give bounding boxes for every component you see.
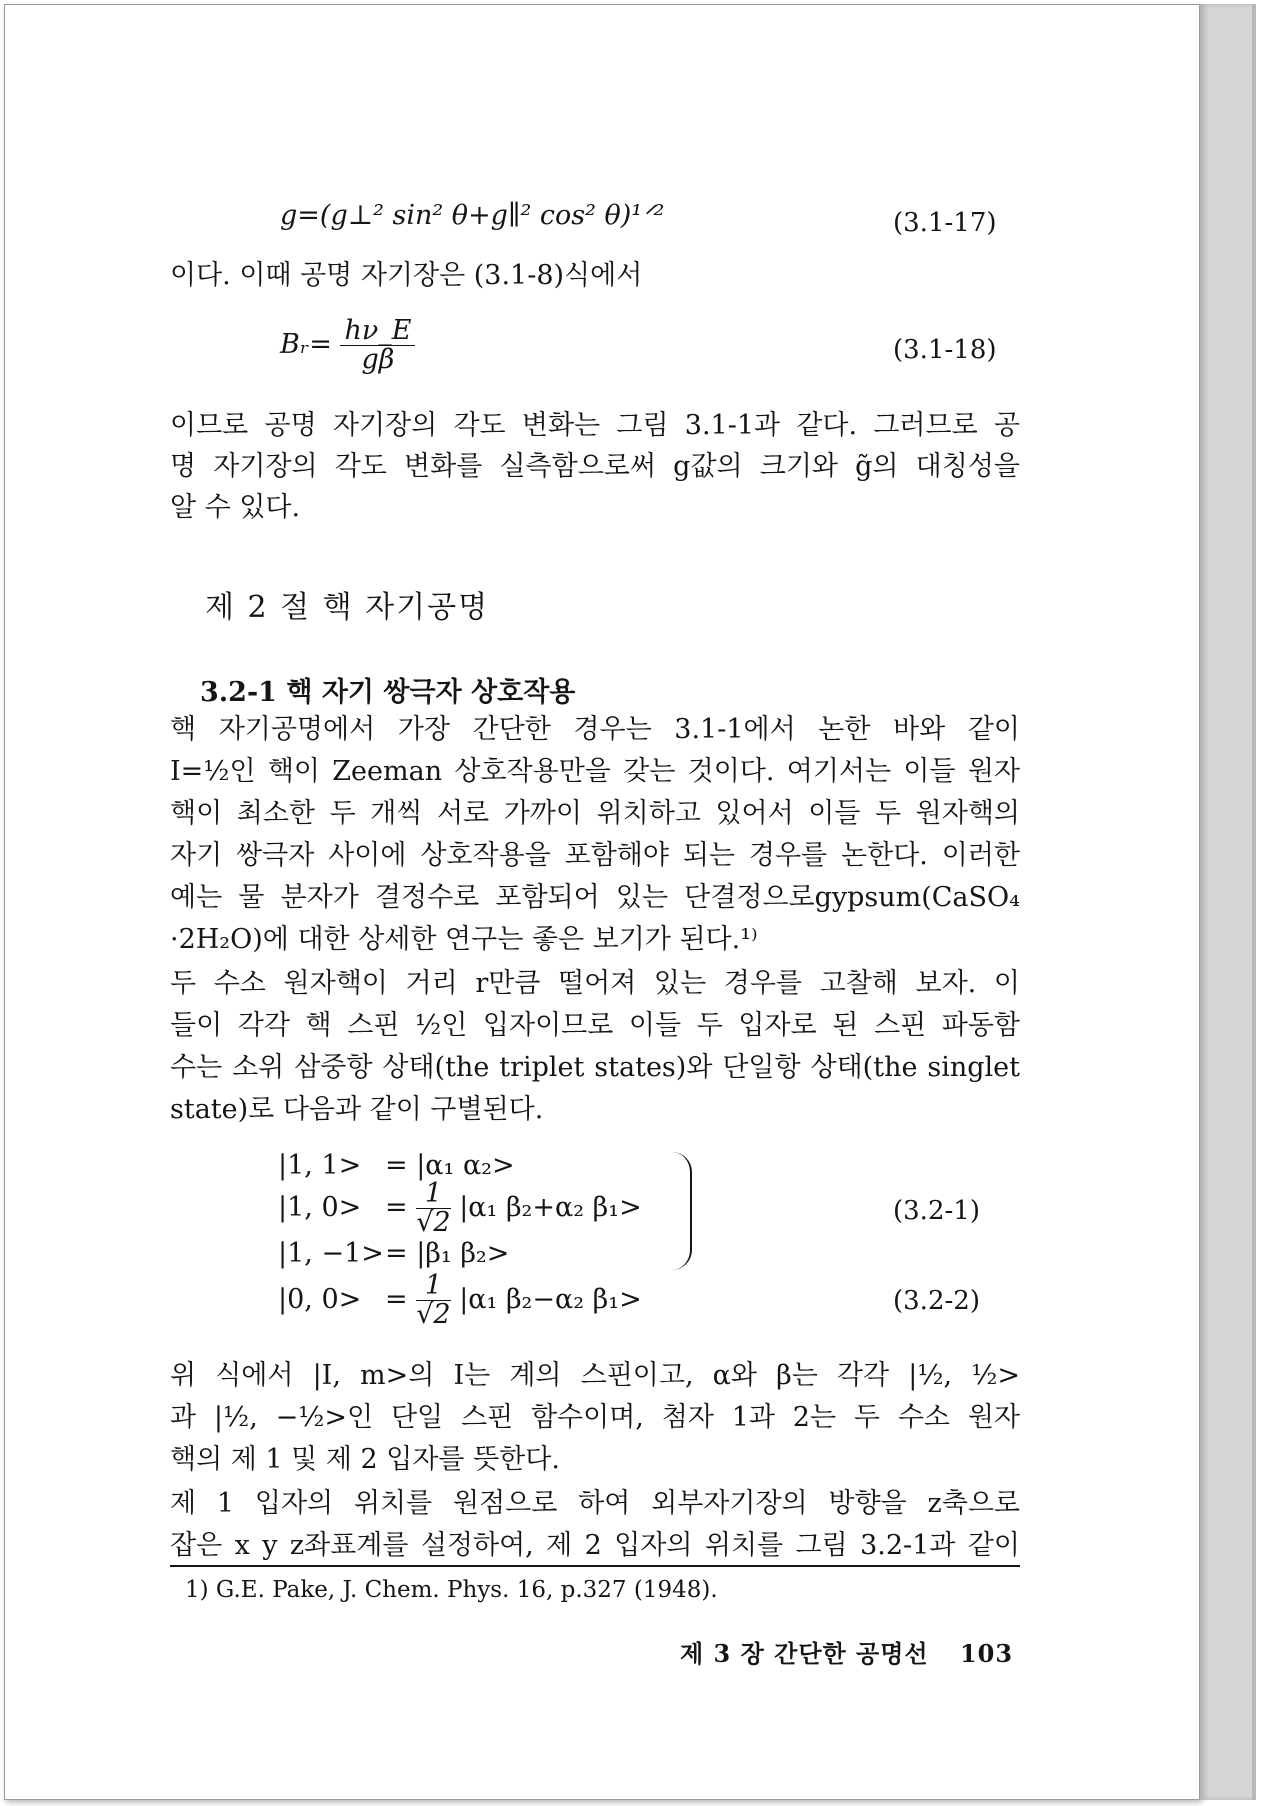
paragraph-1-line: 이므로 공명 자기장의 각도 변화는 그림 3.1-1과 같다. 그러므로 공 bbox=[170, 410, 1020, 441]
spin-state-rhs: = |β₁ β₂> bbox=[385, 1238, 510, 1269]
paragraph-2-line: I=½인 핵이 Zeeman 상호작용만을 갖는 것이다. 여기서는 이들 원자 bbox=[170, 756, 1020, 787]
paragraph-3-line: 수는 소위 삼중항 상태(the triplet states)와 단일항 상태(the singlet bbox=[170, 1052, 1020, 1083]
spin-state-equals: = bbox=[385, 1284, 408, 1315]
paragraph-4-line: 핵의 제 1 및 제 2 입자를 뜻한다. bbox=[170, 1444, 560, 1475]
paragraph-4-line: 위 식에서 |I, m>의 I는 계의 스핀이고, α와 β는 각각 |½, ½> bbox=[170, 1360, 1020, 1391]
fraction-denominator: √2 bbox=[416, 1299, 451, 1330]
book-spine bbox=[1200, 4, 1254, 1800]
paragraph-5-line: 제 1 입자의 위치를 원점으로 하여 외부자기장의 방향을 z축으로 bbox=[170, 1488, 1020, 1519]
spin-state-ket: |1, 1> bbox=[278, 1150, 362, 1181]
spin-state-expression bbox=[385, 1272, 642, 1329]
footnote: 1) G.E. Pake, J. Chem. Phys. 16, p.327 (1948). bbox=[185, 1577, 718, 1603]
book-spine-edge bbox=[1252, 4, 1256, 1800]
paragraph-1-line: 명 자기장의 각도 변화를 실측함으로써 g값의 크기와 g̃의 대칭성을 bbox=[170, 451, 1020, 482]
equation-3-1-18-numerator: hν_E bbox=[340, 317, 415, 346]
section-heading: 제 2 절 핵 자기공명 bbox=[205, 590, 490, 625]
spin-state-rhs: |α₁ β₂−α₂ β₁> bbox=[459, 1284, 642, 1315]
spin-state-ket: |0, 0> bbox=[278, 1284, 362, 1315]
fraction-numerator: 1 bbox=[416, 1180, 450, 1209]
paragraph-1-line: 알 수 있다. bbox=[170, 492, 301, 523]
page-footer bbox=[680, 1634, 1013, 1669]
paragraph-3-line: 두 수소 원자핵이 거리 r만큼 떨어져 있는 경우를 고찰해 보자. 이 bbox=[170, 968, 1020, 999]
equation-3-1-18-lhs: Bᵣ= bbox=[280, 329, 332, 360]
subsection-heading: 3.2-1 핵 자기 쌍극자 상호작용 bbox=[200, 677, 576, 708]
footnote-rule bbox=[170, 1565, 1020, 1567]
fraction-numerator: 1 bbox=[416, 1272, 450, 1301]
equation-number-3-2-1: (3.2-1) bbox=[893, 1196, 980, 1226]
spin-state-rhs: = |α₁ α₂> bbox=[385, 1150, 515, 1181]
equation-number-3-1-17: (3.1-17) bbox=[893, 208, 997, 238]
paragraph-3-line: state)로 다음과 같이 구별된다. bbox=[170, 1094, 544, 1125]
spin-state-fraction bbox=[416, 1272, 450, 1329]
paragraph-2-line: 핵 자기공명에서 가장 간단한 경우는 3.1-1에서 논한 바와 같이 bbox=[170, 714, 1020, 745]
intro-line: 이다. 이때 공명 자기장은 (3.1-8)식에서 bbox=[170, 260, 643, 291]
paragraph-2-line: 예는 물 분자가 결정수로 포함되어 있는 단결정으로gypsum(CaSO₄ bbox=[170, 882, 1020, 913]
page-number: 103 bbox=[959, 1639, 1014, 1668]
paragraph-2-line: 자기 쌍극자 사이에 상호작용을 포함해야 되는 경우를 논한다. 이러한 bbox=[170, 840, 1020, 871]
equation-3-1-18 bbox=[280, 317, 415, 374]
equation-number-3-1-18: (3.1-18) bbox=[893, 335, 997, 365]
equation-3-1-18-fraction bbox=[340, 317, 415, 374]
spin-state-equals: = bbox=[385, 1192, 408, 1223]
paragraph-3-line: 들이 각각 핵 스핀 ½인 입자이므로 이들 두 입자로 된 스핀 파동함 bbox=[170, 1010, 1020, 1041]
paragraph-5-line: 잡은 x y z좌표계를 설정하여, 제 2 입자의 위치를 그림 3.2-1과 같이 bbox=[170, 1530, 1020, 1561]
spin-state-ket: |1, 0> bbox=[278, 1192, 362, 1223]
chapter-title: 제 3 장 간단한 공명선 bbox=[680, 1639, 929, 1668]
fraction-denominator: √2 bbox=[416, 1207, 451, 1238]
triplet-brace bbox=[668, 1152, 692, 1270]
equation-3-1-17: g=(g⊥² sin² θ+g∥² cos² θ)¹ᐟ² bbox=[280, 200, 665, 231]
spin-state-fraction bbox=[416, 1180, 450, 1237]
equation-3-1-18-denominator: gβ bbox=[361, 344, 395, 375]
spin-state-rhs: |α₁ β₂+α₂ β₁> bbox=[459, 1192, 642, 1223]
spin-state-expression bbox=[385, 1180, 642, 1237]
paragraph-2-line: 핵이 최소한 두 개씩 서로 가까이 위치하고 있어서 이들 두 원자핵의 bbox=[170, 798, 1020, 829]
spin-state-ket: |1, −1> bbox=[278, 1238, 384, 1269]
paragraph-4-line: 과 |½, −½>인 단일 스핀 함수이며, 첨자 1과 2는 두 수소 원자 bbox=[170, 1402, 1020, 1433]
equation-number-3-2-2: (3.2-2) bbox=[893, 1286, 980, 1316]
paragraph-2-line: ·2H₂O)에 대한 상세한 연구는 좋은 보기가 된다.¹⁾ bbox=[170, 924, 758, 955]
